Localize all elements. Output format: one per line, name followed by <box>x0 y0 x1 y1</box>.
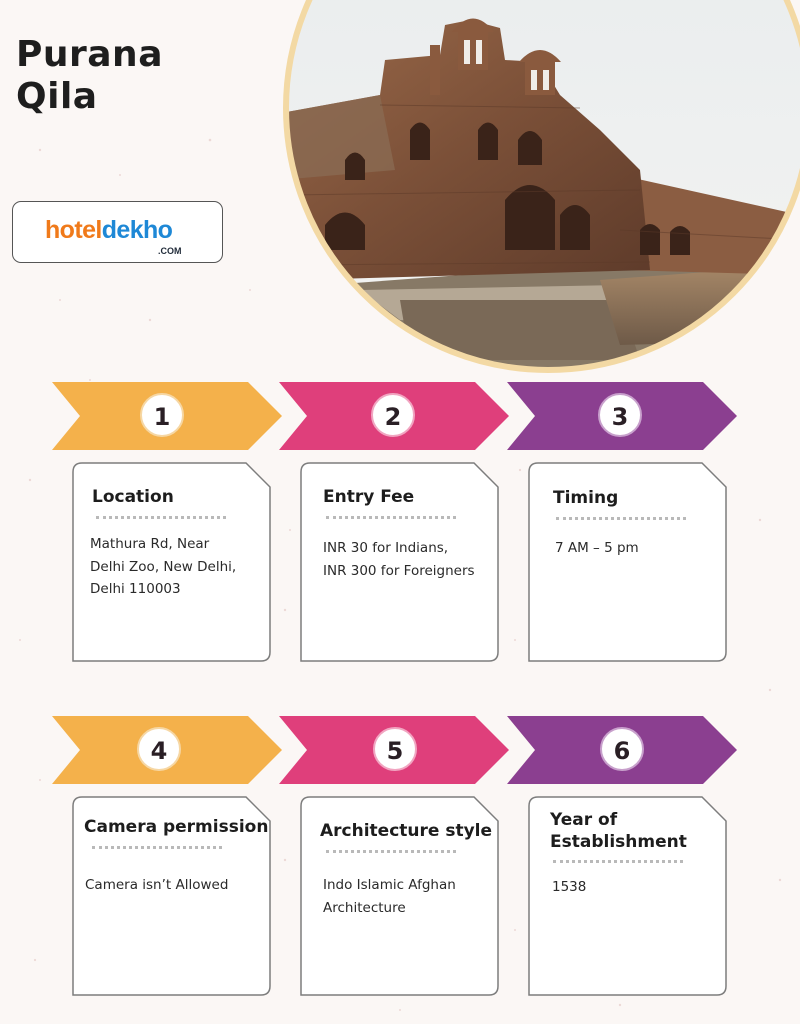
step-5-body-line: Architecture <box>323 899 406 916</box>
step-6-divider <box>553 860 683 863</box>
step-5-divider <box>326 850 456 853</box>
step-2-body-line: INR 300 for Foreigners <box>323 562 475 579</box>
step-5-title: Architecture style <box>320 821 493 841</box>
step-3-divider <box>556 517 686 520</box>
step-2-title: Entry Fee <box>323 487 415 507</box>
logo-domain-suffix: .COM <box>158 246 182 256</box>
step-1-divider <box>96 516 226 519</box>
logo-part-hotel: hotel <box>45 216 102 244</box>
step-6-title-line: Establishment <box>550 832 687 852</box>
hoteldekho-logo[interactable] <box>12 201 223 263</box>
step-5-body <box>323 874 456 919</box>
step-4-divider <box>92 846 222 849</box>
step-4-title: Camera permission <box>84 817 269 837</box>
step-1-body <box>90 533 236 601</box>
page-title <box>16 34 163 118</box>
logo-wordmark <box>45 216 172 244</box>
step-1-body-line: Mathura Rd, Near <box>90 536 210 552</box>
step-3-number: 3 <box>598 393 642 437</box>
logo-part-dekho: dekho <box>101 216 173 244</box>
step-1-number: 1 <box>140 393 184 437</box>
step-4-body <box>85 874 228 897</box>
step-6-body-line: 1538 <box>552 879 587 895</box>
step-2-number: 2 <box>371 393 415 437</box>
title-line-2: Qila <box>16 76 98 117</box>
step-3-body <box>555 537 639 560</box>
step-1-body-line: Delhi 110003 <box>90 581 181 597</box>
step-6-title-line: Year of <box>550 810 618 830</box>
step-5-number: 5 <box>373 727 417 771</box>
step-1-body-line: Delhi Zoo, New Delhi, <box>90 558 237 575</box>
step-4-body-line: Camera isn’t Allowed <box>85 877 229 893</box>
title-line-1: Purana <box>16 34 163 75</box>
step-6-title <box>550 809 687 853</box>
step-5-body-line: Indo Islamic Afghan <box>323 877 456 893</box>
step-6-number: 6 <box>600 727 644 771</box>
step-3-title: Timing <box>553 488 619 508</box>
step-2-divider <box>326 516 456 519</box>
step-3-body-line: 7 AM – 5 pm <box>555 540 639 556</box>
step-2-body <box>323 537 475 582</box>
step-1-title: Location <box>92 487 174 507</box>
step-4-number: 4 <box>137 727 181 771</box>
step-6-body <box>552 876 586 899</box>
step-2-body-line: INR 30 for Indians, <box>323 540 449 556</box>
